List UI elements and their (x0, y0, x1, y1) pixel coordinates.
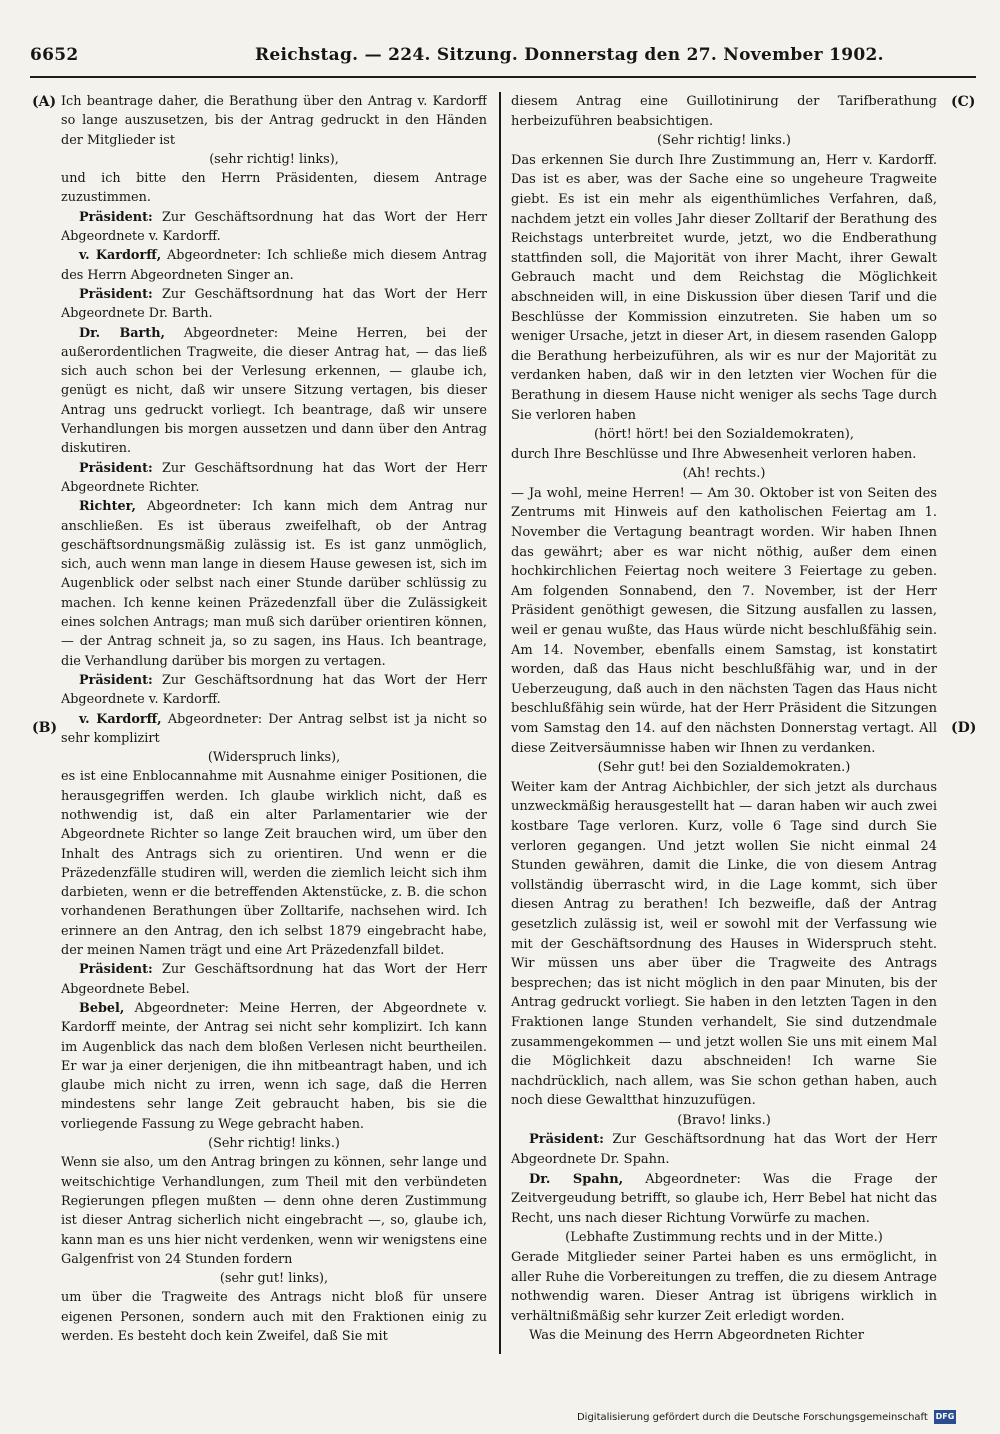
paragraph-text: diesem Antrag eine Guillotinirung der Tarifberathung herbeizuführen beabsichtigen. (511, 94, 937, 129)
paragraph-text: Abgeordneter: Was die Frage der Zeitvergeudung betrifft, so glaube ich, Herr Bebel hat nicht das Recht, uns nach dieser Richtung Vorwürfe zu machen. (511, 1171, 937, 1226)
paragraph-text: Ich beantrage daher, die Berathung über den Antrag v. Kardorff so lange auszusetzen, bis der Antrag gedruckt in den Händen der Mitglieder ist (61, 94, 487, 148)
paragraph-text: Zur Geschäftsordnung hat das Wort der Herr Abgeordnete Richter. (61, 460, 487, 495)
paragraph (61, 92, 487, 150)
paragraph-text: (Ah! rechts.) (682, 466, 766, 482)
paragraph (511, 484, 937, 758)
paragraph (61, 208, 487, 247)
paragraph (61, 710, 487, 749)
paragraph (511, 1170, 937, 1229)
interjection (61, 150, 487, 169)
paragraph (61, 1288, 487, 1346)
paragraph (511, 92, 937, 131)
interjection (61, 1134, 487, 1153)
paragraph-text: um über die Tragweite des Antrags nicht bloß für unsere eigenen Personen, sondern auch mit den Fraktionen einig zu werden. Es besteht doch kein Zweifel, daß Sie mit (61, 1290, 487, 1344)
paragraph-text: — Ja wohl, meine Herren! — Am 30. Oktober ist von Seiten des Zentrums mit Hinweis auf den katholischen Feiertag am 1. November die Vertagung beantragt worden. Wir haben Ihnen das gewährt; aber es war nicht nöthig, außer dem einen hochkirchlichen Feiertag noch weitere 3 Feiertage zu geben. Am folgenden Sonnabend, den 7. November, ist der Herr Präsident genöthigt gewesen, die Sitzung ausfallen zu lassen, weil er genau wußte, das Haus würde nicht beschlußfähig sein. Am 14. November, ebenfalls einem Samstag, ist konstatirt worden, daß das Haus nicht beschlußfähig war, und in der Ueberzeugung, daß auch in den nächsten Tagen das Haus nicht beschlußfähig sein würde, hat der Herr Präsident die Sitzungen vom Samstag den 14. auf den nächsten Donnerstag vertagt. All diese Zeitversäumnisse haben wir Ihnen zu verdanken. (511, 485, 937, 756)
paragraph (61, 1153, 487, 1269)
paragraph-text: (sehr richtig! links), (209, 151, 339, 167)
paragraph-text: Das erkennen Sie durch Ihre Zustimmung an, Herr v. Kardorff. Das ist es aber, was der Sache eine so ungeheure Tragweite giebt. Es ist ein mehr als eigenthümliches Verfahren, daß, nachdem jetzt ein volles Jahr dieser Zolltarif der Berathung des Reichstags unterbreitet wurde, jetzt, wo die Endberathung stattfinden soll, die Majorität von ihrer Macht, ihrer Gewalt Gebrauch macht und dem Reichstag die Möglichkeit abschneiden will, in eine Diskussion über diesen Tarif und die Beschlüsse der Kommission einzutreten. Sie haben um so weniger Ursache, jetzt in dieser Art, in diesem rasenden Galopp die Berathung herbeizuführen, als wir es nur der Majorität zu verdanken haben, daß wir in den letzten vier Wochen für die Berathung in diesem Hause nicht weniger als sechs Tage durch Sie verloren haben (511, 152, 937, 423)
header-rule (30, 76, 976, 78)
page-number: 6652 (30, 45, 79, 65)
paragraph-text: Abgeordneter: Der Antrag selbst ist ja nicht so sehr komplizirt (61, 711, 487, 746)
dfg-logo: DFG (934, 1410, 956, 1424)
interjection (61, 1269, 487, 1288)
page-title: Reichstag. — 224. Sitzung. Donnerstag den 27. November 1902. (255, 45, 884, 65)
speaker-name: Bebel, (79, 1000, 125, 1016)
paragraph (61, 767, 487, 960)
paragraph-text: Abgeordneter: Ich kann mich dem Antrag nur anschließen. Es ist überaus zweifelhaft, ob der Antrag geschäftsordnungsmäßig zulässig ist. Es ist ganz unmöglich, sich, auch wenn man lange in diesem Hause gewesen ist, sich im Augenblick oder selbst nach einer Stunde darüber schlüssig zu machen. Ich kenne keinen Präzedenzfall über die Zulässigkeit eines solchen Antrags; man muß sich darüber orientiren können, — der Antrag schneit ja, so zu sagen, ins Haus. Ich beantrage, die Verhandlung darüber bis morgen zu vertagen. (61, 499, 487, 669)
paragraph (511, 445, 937, 465)
speaker-name: Präsident: (79, 209, 153, 225)
speaker-name: Präsident: (79, 286, 153, 302)
speaker-name: Dr. Barth, (79, 325, 165, 341)
paragraph-text: (Lebhafte Zustimmung rechts und in der Mitte.) (565, 1230, 883, 1246)
paragraph-text: und ich bitte den Herrn Präsidenten, diesem Antrage zuzustimmen. (61, 171, 487, 206)
paragraph (61, 169, 487, 208)
margin-mark-c: (C) (951, 94, 976, 110)
left-column (61, 92, 487, 1350)
speaker-name: Präsident: (79, 962, 153, 978)
speaker-name: Präsident: (79, 672, 153, 688)
interjection (511, 131, 937, 151)
footer-credit: Digitalisierung gefördert durch die Deutsche Forschungsgemeinschaft (576, 1412, 928, 1423)
margin-mark-b: (B) (32, 720, 58, 736)
right-column (511, 92, 937, 1350)
paragraph-text: Weiter kam der Antrag Aichbichler, der sich jetzt als durchaus unzweckmäßig herausgestellt hat — daran haben wir auch zwei kostbare Tage verloren. Kurz, volle 6 Tage sind durch Sie verloren gegangen. Und jetzt wollen Sie nicht einmal 24 Stunden gewähren, damit die Linke, die von diesem Antrag vollständig überrascht wird, in die Lage kommt, sich über diesen Antrag zu berathen! Ich bezweifle, daß der Antrag gesetzlich zulässig ist, weil er sowohl mit der Verfassung wie mit der Geschäftsordnung des Hauses in Widerspruch steht. Wir müssen uns aber über die Tragweite des Antrags besprechen; das ist nicht möglich in den paar Minuten, bis der Antrag gedruckt vorliegt. Sie haben in den letzten Tagen in den Fraktionen lange Stunden verhandelt, Sie sind dutzendmale zusammengekommen — und jetzt wollen Sie uns mit einem Mal die Möglichkeit dazu abschneiden! Ich warne Sie nachdrücklich, nach allem, was Sie schon gethan haben, auch noch diese Gewaltthat hinzuzufügen. (511, 779, 937, 1109)
paragraph-text: durch Ihre Beschlüsse und Ihre Abwesenheit verloren haben. (511, 446, 917, 462)
paragraph-text: Gerade Mitglieder seiner Partei haben es uns ermöglicht, in aller Ruhe die Vorbereitungen zu treffen, die zu diesem Antrage nothwendig waren. Dieser Antrag ist übrigens wirklich in verhältnißmäßig sehr kurzer Zeit erledigt worden. (511, 1250, 937, 1324)
interjection (511, 464, 937, 484)
paragraph-text: Zur Geschäftsordnung hat das Wort der Herr Abgeordnete Dr. Spahn. (511, 1132, 937, 1168)
paragraph-text: (Bravo! links.) (677, 1112, 771, 1128)
paragraph-text: (Sehr gut! bei den Sozialdemokraten.) (597, 760, 851, 776)
paragraph-text: (Widerspruch links), (207, 750, 341, 766)
interjection (511, 425, 937, 445)
paragraph-text: Abgeordneter: Meine Herren, bei der außerordentlichen Tragweite, die dieser Antrag hat, — das ließ sich auch schon bei der Verlesung erkennen, — glaube ich, genügt es nicht, daß wir unsere Sitzung vertagen, bis dieser Antrag uns gedruckt vorliegt. Ich beantrage, daß wir unsere Verhandlungen bis morgen aussetzen und dann über den Antrag diskutiren. (61, 325, 487, 457)
paragraph (511, 151, 937, 425)
speaker-name: Präsident: (529, 1132, 604, 1148)
paragraph-text: (hört! hört! bei den Sozialdemokraten), (593, 427, 855, 443)
paragraph (61, 497, 487, 671)
page-header (30, 45, 980, 73)
interjection (61, 748, 487, 767)
paragraph-text: Zur Geschäftsordnung hat das Wort der Herr Abgeordnete Dr. Barth. (61, 286, 487, 322)
interjection (511, 758, 937, 778)
paragraph (61, 999, 487, 1134)
paragraph-text: Abgeordneter: Ich schließe mich diesem Antrag des Herrn Abgeordneten Singer an. (61, 248, 487, 283)
interjection (511, 1111, 937, 1131)
speaker-name: Richter, (79, 499, 136, 515)
paragraph (511, 778, 937, 1111)
speaker-name: Präsident: (79, 460, 153, 476)
paragraph (61, 324, 487, 459)
paragraph-text: (sehr gut! links), (219, 1271, 329, 1287)
margin-mark-a: (A) (32, 94, 57, 110)
paragraph (61, 285, 487, 324)
paragraph-text: Abgeordneter: Meine Herren, der Abgeordnete v. Kardorff meinte, der Antrag sei nicht sehr komplizirt. Ich kann im Augenblick das nach dem bloßen Verlesen nicht beurtheilen. Er war ja einer derjenigen, die ihn mitbeantragt haben, und ich glaube mich nicht zu irren, wenn ich sage, daß die Herren mindestens sehr lange Zeit gebraucht haben, bis sie die vorliegende Fassung zu Wege gebracht haben. (61, 1000, 487, 1132)
paragraph-text: (Sehr richtig! links.) (657, 133, 791, 149)
paragraph (61, 960, 487, 999)
speaker-name: Dr. Spahn, (529, 1171, 624, 1187)
footer (577, 1409, 956, 1427)
paragraph (61, 246, 487, 285)
paragraph-text: Was die Meinung des Herrn Abgeordneten Richter (529, 1328, 864, 1344)
column-rule (499, 92, 501, 1354)
margin-mark-d: (D) (951, 720, 977, 736)
interjection (511, 1228, 937, 1248)
paragraph (61, 459, 487, 498)
paragraph-text: es ist eine Enblocannahme mit Ausnahme einiger Positionen, die herausgegriffen werden. Ich glaube wirklich nicht, daß es nothwendig ist, daß ein alter Parlamentarier wie der Abgeordnete Richter so lange Zeit brauchen wird, um über den Inhalt des Antrags sich zu orientiren. Und wenn er die Präzedenzfälle studiren will, werden die ziemlich leicht sich ihm darbieten, wenn er die betreffenden Aktenstücke, z. B. die schon vorhandenen Berathungen über Zolltarife, nachsehen wird. Ich erinnere an den Antrag, den ich selbst 1879 eingebracht habe, der meinen Namen trägt und eine Art Präzedenzfall bildet. (61, 769, 487, 959)
paragraph (511, 1130, 937, 1169)
speaker-name: v. Kardorff, (79, 711, 162, 727)
paragraph-text: Zur Geschäftsordnung hat das Wort der Herr Abgeordnete v. Kardorff. (61, 672, 487, 708)
paragraph (511, 1326, 937, 1346)
speaker-name: v. Kardorff, (79, 248, 162, 264)
paragraph-text: Zur Geschäftsordnung hat das Wort der Herr Abgeordnete v. Kardorff. (61, 209, 487, 245)
paragraph (61, 671, 487, 710)
paragraph-text: Zur Geschäftsordnung hat das Wort der Herr Abgeordnete Bebel. (61, 962, 487, 997)
paragraph-text: Wenn sie also, um den Antrag bringen zu können, sehr lange und weitschichtige Verhandlungen, zum Theil mit den verbündeten Regierungen pflegen mußten — denn ohne deren Zustimmung ist dieser Antrag sicherlich nicht eingebracht —, so, glaube ich, kann man es uns hier nicht verdenken, wenn wir wenigstens eine Galgenfrist von 24 Stunden fordern (61, 1155, 487, 1267)
paragraph (511, 1248, 937, 1326)
paragraph-text: (Sehr richtig! links.) (208, 1136, 340, 1152)
